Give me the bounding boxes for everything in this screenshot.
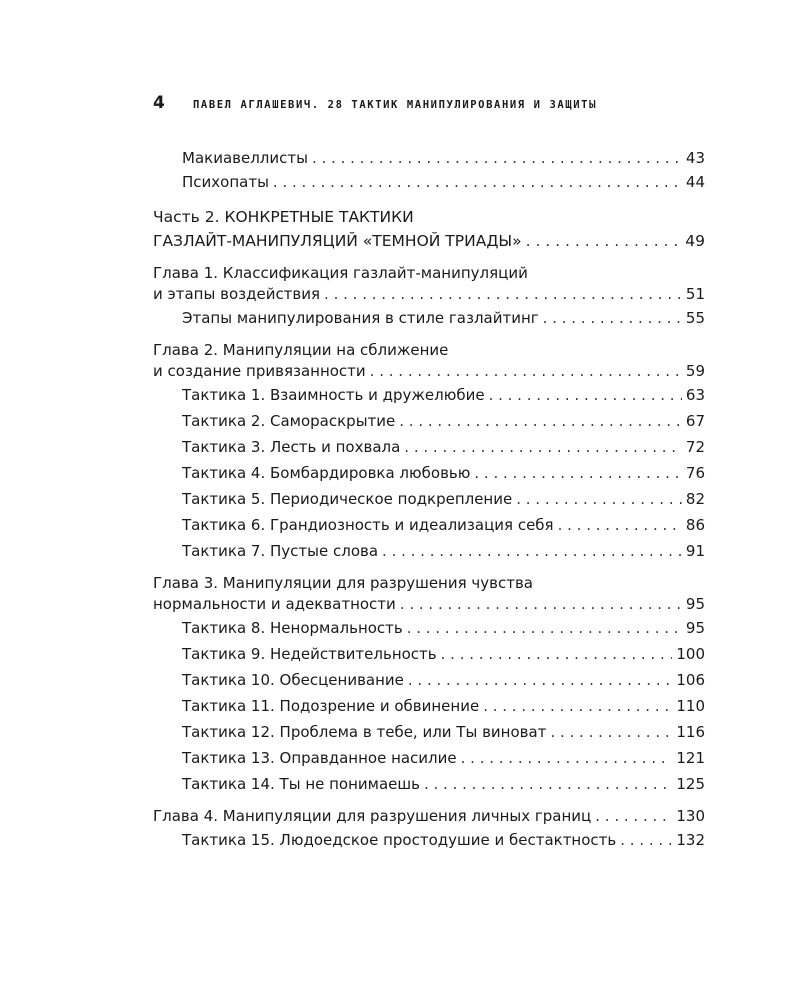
chapter-2-heading[interactable] [153, 340, 705, 382]
dot-leader [424, 771, 672, 797]
toc-entry-title: Тактика 6. Грандиозность и идеализация себя [182, 516, 554, 534]
toc-entry-title: Тактика 11. Подозрение и обвинение [182, 697, 480, 715]
toc-entry[interactable] [153, 148, 705, 169]
part-2-line-1: Часть 2. КОНКРЕТНЫЕ ТАКТИКИ [153, 208, 414, 226]
dot-leader [370, 361, 682, 382]
toc-entry[interactable] [153, 408, 705, 434]
dot-leader [312, 148, 682, 169]
toc-entry-title: Тактика 12. Проблема в тебе, или Ты виноват [182, 723, 547, 741]
toc-entry-page: 116 [676, 723, 705, 741]
toc-entry-title: Тактика 9. Недействительность [182, 645, 437, 663]
page-header [153, 93, 713, 113]
toc-entry-title: Тактика 7. Пустые слова [182, 542, 379, 560]
toc-entry-title: Тактика 13. Оправданное насилие [182, 749, 457, 767]
dot-leader [474, 460, 682, 486]
dot-leader [408, 667, 672, 693]
toc-entry[interactable] [153, 667, 705, 693]
toc-entry[interactable] [153, 641, 705, 667]
toc-entry[interactable] [153, 615, 705, 641]
toc-entry-page: 106 [676, 671, 705, 689]
chapter-3-line-1: Глава 3. Манипуляции для разрушения чувства [153, 574, 534, 592]
toc-entry[interactable] [153, 771, 705, 797]
toc-entry-title: Тактика 3. Лесть и похвала [182, 438, 401, 456]
toc-entry-page: 130 [676, 807, 705, 825]
dot-leader [558, 512, 682, 538]
toc-entry-page: 44 [685, 173, 705, 191]
toc-entry-page: 95 [685, 619, 705, 637]
dot-leader [489, 382, 682, 408]
toc-entry-page: 110 [676, 697, 705, 715]
part-2-heading[interactable] [153, 207, 705, 254]
dot-leader [273, 169, 682, 195]
dot-leader [543, 305, 682, 331]
toc-entry-page: 100 [676, 645, 705, 663]
part-2-line-2: ГАЗЛАЙТ-МАНИПУЛЯЦИЙ «ТЕМНОЙ ТРИАДЫ» . . . 49 [153, 228, 705, 254]
chapter-4-heading[interactable]: Глава 4. Манипуляции для разрушения личных границ . . . 130 [153, 806, 705, 827]
toc-entry-title: Тактика 8. Ненормальность [182, 619, 403, 637]
page-number: 4 [153, 93, 165, 113]
toc-entry[interactable] [153, 512, 705, 538]
toc-entry[interactable] [153, 434, 705, 460]
toc-entry[interactable] [153, 719, 705, 745]
toc-entry[interactable] [153, 169, 705, 195]
dot-leader [324, 284, 682, 305]
dot-leader [400, 594, 682, 615]
dot-leader [407, 615, 682, 641]
dot-leader [620, 827, 672, 853]
chapter-2-line-1: Глава 2. Манипуляции на сближение [153, 341, 449, 359]
dot-leader [526, 228, 682, 254]
toc-entry-title: Тактика 4. Бомбардировка любовью [182, 464, 471, 482]
toc-entry-page: 67 [685, 412, 705, 430]
toc-entry-page: 72 [685, 438, 705, 456]
toc-entry-page: 132 [676, 831, 705, 849]
toc-entry[interactable] [153, 486, 705, 512]
chapter-1-line-2: и этапы воздействия . . . 51 [153, 284, 705, 305]
toc-entry-title: Тактика 1. Взаимность и дружелюбие [182, 386, 485, 404]
toc-entry-title: Тактика 15. Людоедское простодушие и бестактность [182, 831, 617, 849]
toc-entry-page: 121 [676, 749, 705, 767]
toc-entry-page: 95 [685, 595, 705, 613]
toc-entry[interactable] [153, 827, 705, 853]
table-of-contents [153, 148, 705, 853]
dot-leader [516, 486, 682, 512]
dot-leader [483, 693, 672, 719]
toc-entry-title: Макиавеллисты [182, 149, 308, 167]
toc-entry-page: 55 [685, 309, 705, 327]
dot-leader [404, 434, 682, 460]
toc-entry[interactable] [153, 745, 705, 771]
dot-leader [441, 641, 673, 667]
toc-entry-page: 76 [685, 464, 705, 482]
toc-entry-page: 86 [685, 516, 705, 534]
dot-leader [382, 538, 682, 564]
chapter-1-heading[interactable] [153, 263, 705, 305]
toc-entry-title: Тактика 5. Периодическое подкрепление [182, 490, 513, 508]
toc-entry-title: Психопаты [182, 173, 269, 191]
toc-entry[interactable] [153, 538, 705, 564]
toc-entry-page: 59 [685, 362, 705, 380]
toc-entry[interactable] [153, 305, 705, 331]
dot-leader [399, 408, 682, 434]
dot-leader [550, 719, 672, 745]
chapter-1-line-1: Глава 1. Классификация газлайт-манипуляций [153, 264, 528, 282]
toc-entry-title: Тактика 10. Обесценивание [182, 671, 404, 689]
dot-leader [461, 745, 673, 771]
toc-entry-page: 49 [685, 232, 705, 250]
toc-entry-page: 51 [685, 285, 705, 303]
toc-entry-page: 91 [685, 542, 705, 560]
toc-entry-title: Тактика 14. Ты не понимаешь [182, 775, 420, 793]
toc-entry[interactable] [153, 460, 705, 486]
toc-entry-title: Этапы манипулирования в стиле газлайтинг [182, 309, 539, 327]
toc-entry-page: 43 [685, 149, 705, 167]
toc-entry-page: 125 [676, 775, 705, 793]
running-title: ПАВЕЛ АГЛАШЕВИЧ. 28 ТАКТИК МАНИПУЛИРОВАНИЯ И ЗАЩИТЫ [193, 99, 597, 111]
chapter-3-line-2: нормальности и адекватности . . . 95 [153, 594, 705, 615]
dot-leader [595, 806, 672, 827]
toc-entry[interactable] [153, 382, 705, 408]
toc-entry-page: 63 [685, 386, 705, 404]
chapter-2-line-2: и создание привязанности . . . 59 [153, 361, 705, 382]
toc-entry[interactable] [153, 693, 705, 719]
toc-entry-title: Тактика 2. Самораскрытие [182, 412, 396, 430]
chapter-3-heading[interactable] [153, 573, 705, 615]
toc-entry-page: 82 [685, 490, 705, 508]
